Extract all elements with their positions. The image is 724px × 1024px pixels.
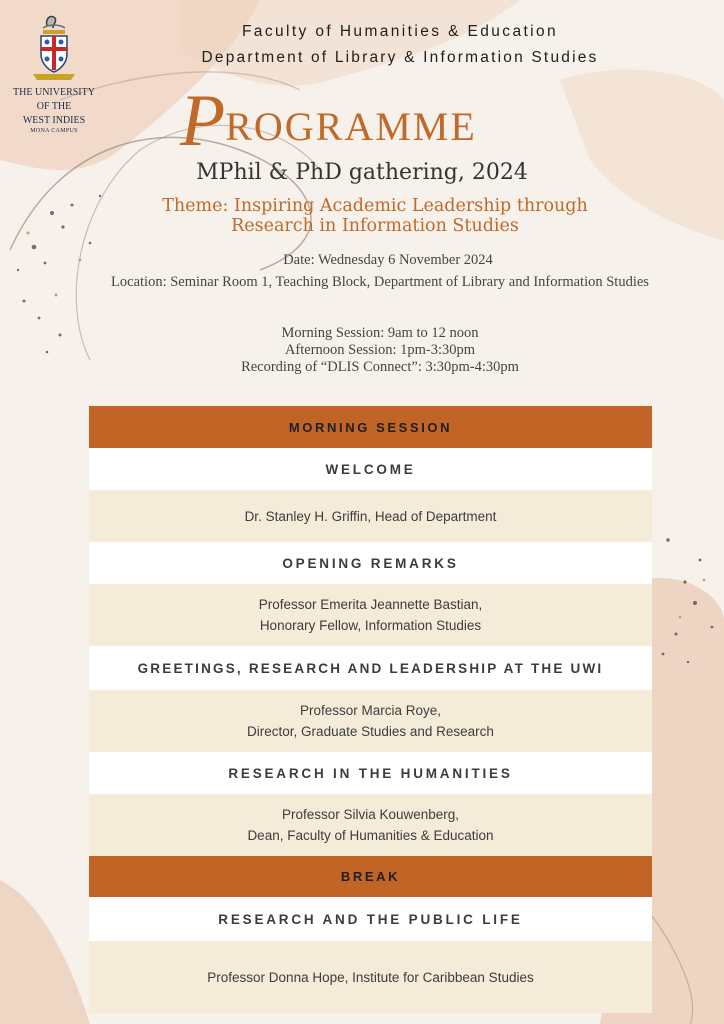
title-rest: ROGRAMME: [225, 104, 477, 149]
opening-speaker-name: Professor Emerita Jeannette Bastian,: [258, 597, 483, 612]
university-name-2: OF THE: [36, 101, 72, 112]
humanities-speaker: [89, 794, 652, 856]
morning-time: Morning Session: 9am to 12 noon: [281, 325, 479, 341]
welcome-heading: WELCOME: [89, 448, 652, 490]
greetings-speaker-title: Director, Graduate Studies and Research: [247, 724, 494, 739]
morning-session-header: MORNING SESSION: [89, 406, 652, 448]
page-title: [180, 80, 560, 162]
department-name: Department of Library & Information Studies: [201, 49, 599, 66]
humanities-heading: RESEARCH IN THE HUMANITIES: [89, 752, 652, 794]
campus-name: MONA CAMPUS: [30, 128, 78, 134]
humanities-speaker-name: Professor Silvia Kouwenberg,: [281, 807, 460, 822]
humanities-speaker-title: Dean, Faculty of Humanities & Education: [247, 828, 494, 843]
greetings-speaker-name: Professor Marcia Roye,: [299, 703, 442, 718]
event-subtitle: [0, 160, 724, 185]
recording-time: Recording of “DLIS Connect”: 3:30pm-4:30pm: [241, 359, 519, 375]
event-date: Date: Wednesday 6 November 2024: [283, 252, 493, 268]
title-initial: P: [180, 80, 226, 162]
opening-speaker-title: Honorary Fellow, Information Studies: [259, 618, 482, 633]
greetings-heading: GREETINGS, RESEARCH AND LEADERSHIP AT THE UWI: [89, 646, 652, 690]
event-theme: Theme: Inspiring Academic Leadership through Research in Information Studies: [162, 196, 588, 236]
welcome-speaker: Dr. Stanley H. Griffin, Head of Department: [89, 490, 652, 542]
university-crest: [6, 14, 102, 134]
greetings-speaker: [89, 690, 652, 752]
event-location: Location: Seminar Room 1, Teaching Block, Department of Library and Information Studies: [111, 274, 649, 290]
university-name-1: THE UNIVERSITY: [13, 87, 95, 98]
afternoon-time: Afternoon Session: 1pm-3:30pm: [284, 342, 476, 358]
programme-table: [89, 406, 652, 1013]
event-subtitle-text: MPhil & PhD gathering, 2024: [196, 160, 528, 185]
session-times: [110, 325, 650, 376]
break-header: BREAK: [89, 856, 652, 897]
faculty-name: Faculty of Humanities & Education: [241, 23, 559, 40]
opening-speaker: [89, 584, 652, 646]
public-life-heading: RESEARCH AND THE PUBLIC LIFE: [89, 897, 652, 941]
public-life-speaker: Professor Donna Hope, Institute for Caribbean Studies: [89, 941, 652, 1013]
crest-icon: [29, 14, 79, 84]
opening-remarks-heading: OPENING REMARKS: [89, 542, 652, 584]
university-name-3: WEST INDIES: [22, 115, 86, 126]
